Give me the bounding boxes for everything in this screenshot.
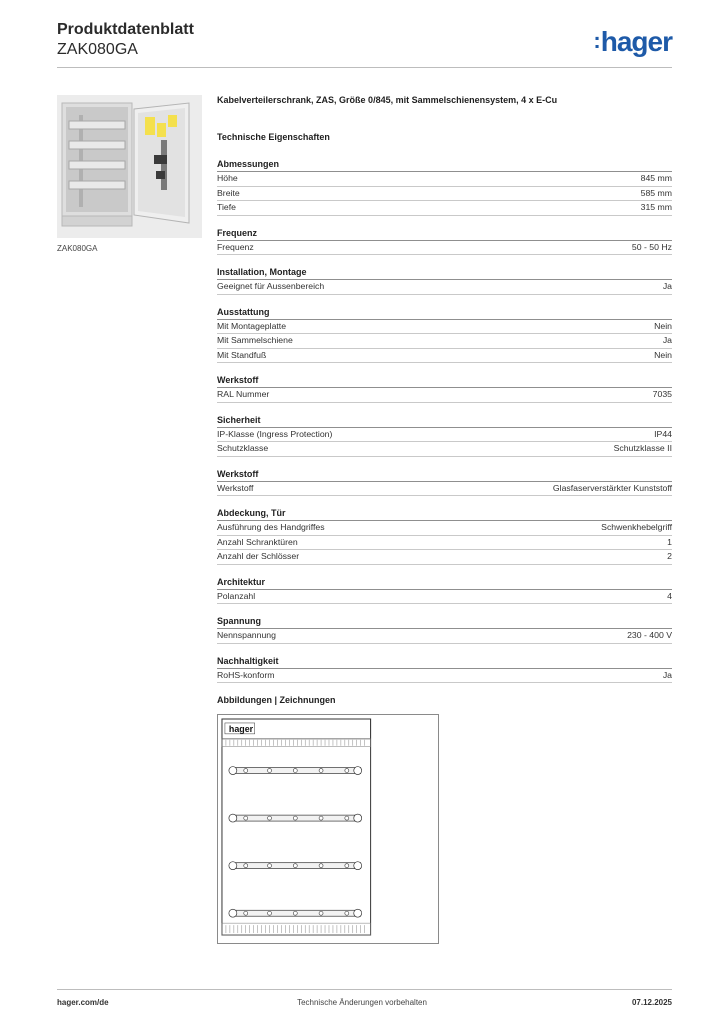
section-title: Spannung — [217, 615, 672, 629]
spec-section — [217, 374, 672, 403]
spec-section — [217, 507, 672, 565]
busbar — [229, 909, 362, 917]
spec-label: Ausführung des Handgriffes — [217, 522, 325, 532]
spec-value: 1 — [667, 536, 672, 547]
spec-value: 845 mm — [640, 173, 672, 183]
spec-label: Mit Standfuß — [217, 349, 267, 360]
spec-row — [217, 629, 672, 644]
document-title: Produktdatenblatt — [57, 21, 194, 38]
spec-label: Anzahl der Schlösser — [217, 551, 300, 561]
spec-row — [217, 388, 672, 403]
spec-value: Ja — [662, 669, 672, 680]
spec-section — [217, 468, 672, 497]
spec-value: Ja — [662, 335, 672, 345]
spec-row — [217, 590, 672, 605]
spec-label: RoHS-konform — [217, 669, 275, 680]
spec-row — [217, 536, 672, 551]
spec-row — [217, 172, 672, 187]
spec-label: Nennspannung — [217, 630, 276, 640]
section-title: Abmessungen — [217, 158, 672, 172]
spec-row — [217, 669, 672, 684]
spec-value: Nein — [654, 320, 672, 331]
spec-sections — [217, 158, 672, 683]
header — [57, 20, 194, 60]
footer-notice: Technische Änderungen vorbehalten — [297, 998, 427, 1007]
drawing-logo: hager — [228, 723, 254, 734]
footer-divider — [57, 989, 672, 990]
spec-label: Polanzahl — [217, 590, 256, 601]
spec-label: Frequenz — [217, 241, 254, 252]
spec-row — [217, 241, 672, 256]
section-title: Installation, Montage — [217, 266, 672, 280]
section-title: Architektur — [217, 576, 672, 590]
spec-value: 315 mm — [640, 202, 672, 212]
spec-value: 4 — [667, 590, 672, 601]
spec-section — [217, 414, 672, 457]
spec-label: Mit Montageplatte — [217, 320, 287, 331]
spec-label: Höhe — [217, 173, 238, 183]
spec-row — [217, 428, 672, 443]
spec-label: Werkstoff — [217, 482, 254, 493]
spec-row — [217, 442, 672, 457]
spec-row — [217, 334, 672, 349]
spec-value: 7035 — [652, 389, 672, 399]
spec-row — [217, 280, 672, 295]
product-specs — [217, 94, 672, 694]
spec-label: Breite — [217, 187, 240, 198]
spec-section — [217, 227, 672, 256]
product-code: ZAK080GA — [57, 41, 138, 58]
spec-value: IP44 — [654, 428, 672, 439]
spec-section — [217, 158, 672, 216]
spec-section — [217, 576, 672, 605]
spec-section — [217, 266, 672, 295]
section-title: Sicherheit — [217, 414, 672, 428]
technical-drawing — [217, 714, 439, 944]
spec-section — [217, 655, 672, 684]
spec-value: Ja — [662, 281, 672, 291]
spec-row — [217, 349, 672, 364]
busbar — [229, 862, 362, 870]
spec-section — [217, 615, 672, 644]
drawings-heading: Abbildungen | Zeichnungen — [217, 695, 336, 705]
header-divider — [57, 67, 672, 68]
spec-row — [217, 187, 672, 202]
spec-value: 2 — [667, 551, 672, 561]
photo-caption: ZAK080GA — [57, 244, 98, 253]
spec-value: Schwenkhebelgriff — [601, 522, 672, 532]
spec-label: Geeignet für Aussenbereich — [217, 281, 325, 291]
spec-label: Schutzklasse — [217, 443, 269, 453]
spec-value: 50 - 50 Hz — [631, 241, 672, 252]
spec-value: Schutzklasse II — [613, 443, 672, 453]
section-title: Werkstoff — [217, 468, 672, 482]
footer-website[interactable]: hager.com/de — [57, 998, 109, 1007]
spec-row — [217, 482, 672, 497]
spec-label: Tiefe — [217, 202, 236, 212]
technical-properties-heading: Technische Eigenschaften — [217, 132, 330, 142]
spec-label: Mit Sammelschiene — [217, 335, 293, 345]
spec-section — [217, 306, 672, 364]
spec-value: Nein — [654, 349, 672, 360]
spec-row — [217, 201, 672, 216]
section-title: Werkstoff — [217, 374, 672, 388]
section-title: Nachhaltigkeit — [217, 655, 672, 669]
spec-value: 585 mm — [640, 187, 672, 198]
spec-label: Anzahl Schranktüren — [217, 536, 298, 547]
spec-label: IP-Klasse (Ingress Protection) — [217, 428, 333, 439]
section-title: Ausstattung — [217, 306, 672, 320]
footer-date: 07.12.2025 — [631, 998, 672, 1007]
hager-logo: :hager — [593, 26, 672, 57]
busbar — [229, 767, 362, 775]
spec-row — [217, 550, 672, 565]
spec-value: Glasfaserverstärkter Kunststoff — [552, 482, 672, 493]
spec-value: 230 - 400 V — [627, 630, 672, 640]
product-description: Kabelverteilerschrank, ZAS, Größe 0/845, mit Sammelschienensystem, 4 x E-Cu — [217, 95, 558, 105]
product-photo — [57, 95, 202, 238]
section-title: Frequenz — [217, 227, 672, 241]
section-title: Abdeckung, Tür — [217, 507, 672, 521]
spec-row — [217, 521, 672, 536]
busbar — [229, 814, 362, 822]
logo-text: hager — [600, 26, 672, 57]
spec-label: RAL Nummer — [217, 389, 270, 399]
spec-row — [217, 320, 672, 335]
